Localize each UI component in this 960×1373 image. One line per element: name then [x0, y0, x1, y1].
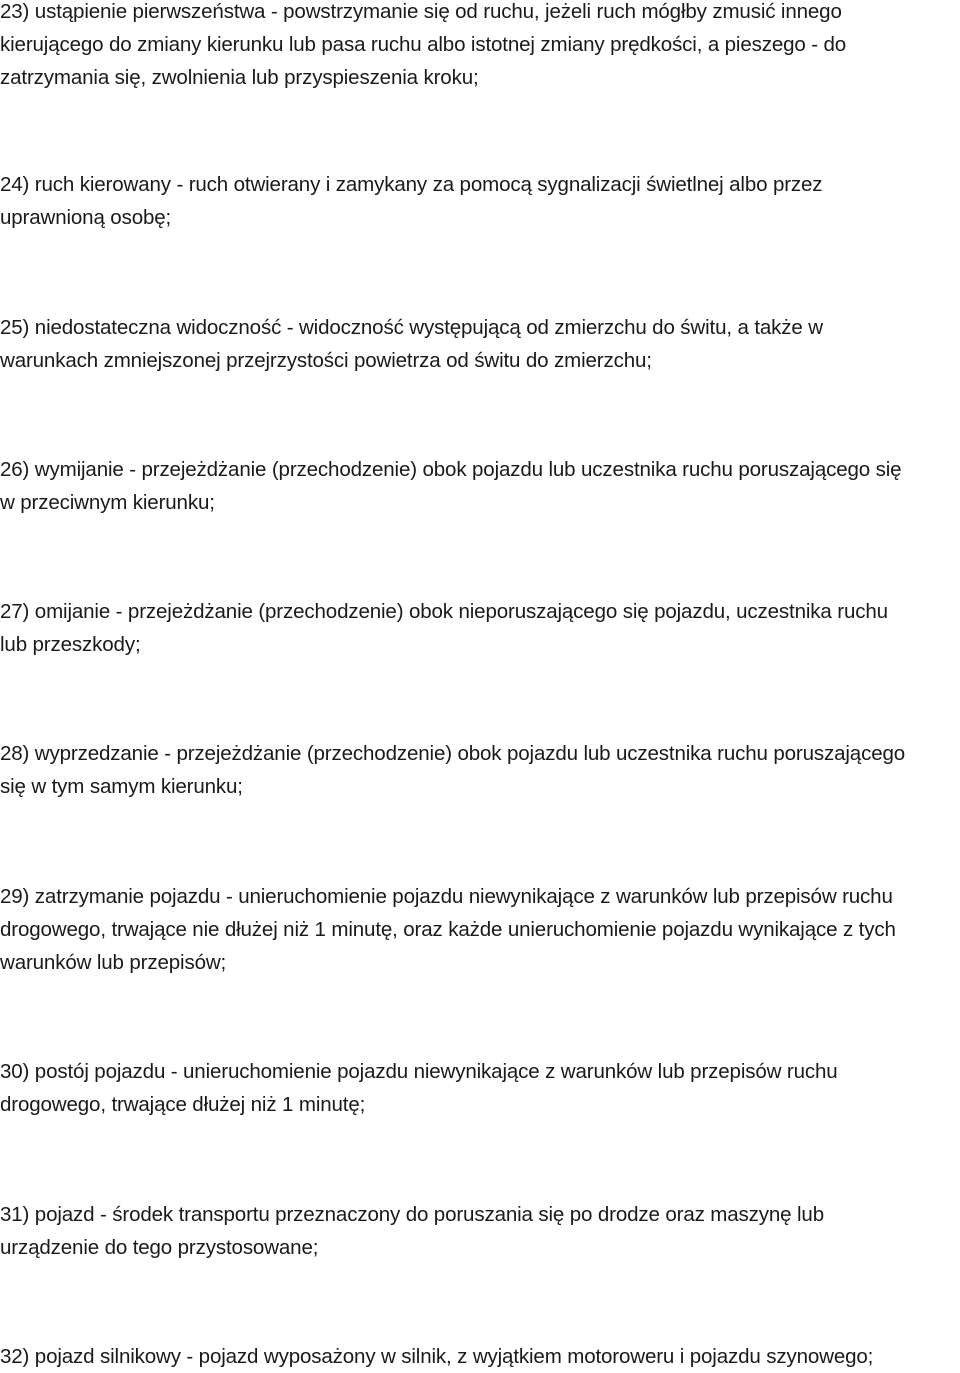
definition-line: 29) zatrzymanie pojazdu - unieruchomienie pojazdu niewynikające z warunków lub przepisów ruchu: [0, 885, 893, 908]
definition-31: [0, 1198, 960, 1264]
definition-25: [0, 311, 960, 377]
definition-line: drogowego, trwające nie dłużej niż 1 minutę, oraz każde unieruchomienie pojazdu wynikające z tych: [0, 918, 896, 941]
definition-28: [0, 737, 960, 803]
definition-29: [0, 880, 960, 979]
definition-line: się w tym samym kierunku;: [0, 775, 243, 798]
definition-line: 32) pojazd silnikowy - pojazd wyposażony w silnik, z wyjątkiem motoroweru i pojazdu szynowego;: [0, 1345, 874, 1368]
definition-line: uprawnioną osobę;: [0, 206, 172, 229]
definition-line: 30) postój pojazdu - unieruchomienie pojazdu niewynikające z warunków lub przepisów ruchu: [0, 1060, 838, 1083]
definition-line: 31) pojazd - środek transportu przeznaczony do poruszania się po drodze oraz maszynę lub: [0, 1203, 824, 1226]
definition-line: 28) wyprzedzanie - przejeżdżanie (przechodzenie) obok pojazdu lub uczestnika ruchu poruszającego: [0, 742, 906, 765]
definition-32: [0, 1340, 960, 1373]
definition-27: [0, 595, 960, 661]
definition-line: 23) ustąpienie pierwszeństwa - powstrzymanie się od ruchu, jeżeli ruch mógłby zmusić innego: [0, 0, 842, 23]
definition-line: 24) ruch kierowany - ruch otwierany i zamykany za pomocą sygnalizacji świetlnej albo przez: [0, 173, 823, 196]
definition-26: [0, 453, 960, 519]
definition-line: drogowego, trwające dłużej niż 1 minutę;: [0, 1093, 366, 1116]
definition-line: kierującego do zmiany kierunku lub pasa ruchu albo istotnej zmiany prędkości, a pieszego - do: [0, 33, 847, 56]
definition-24: [0, 168, 960, 234]
definition-line: lub przeszkody;: [0, 633, 141, 656]
definition-line: 25) niedostateczna widoczność - widoczność występującą od zmierzchu do świtu, a także w: [0, 316, 823, 339]
definition-line: w przeciwnym kierunku;: [0, 491, 215, 514]
definition-line: zatrzymania się, zwolnienia lub przyspieszenia kroku;: [0, 66, 479, 89]
definition-line: warunkach zmniejszonej przejrzystości powietrza od świtu do zmierzchu;: [0, 349, 652, 372]
definition-line: 26) wymijanie - przejeżdżanie (przechodzenie) obok pojazdu lub uczestnika ruchu poruszającego się: [0, 458, 902, 481]
definition-line: warunków lub przepisów;: [0, 951, 227, 974]
definition-line: urządzenie do tego przystosowane;: [0, 1236, 319, 1259]
definition-line: 27) omijanie - przejeżdżanie (przechodzenie) obok nieporuszającego się pojazdu, uczestnika ruchu: [0, 600, 888, 623]
definition-23: [0, 0, 960, 94]
definition-30: [0, 1055, 960, 1121]
